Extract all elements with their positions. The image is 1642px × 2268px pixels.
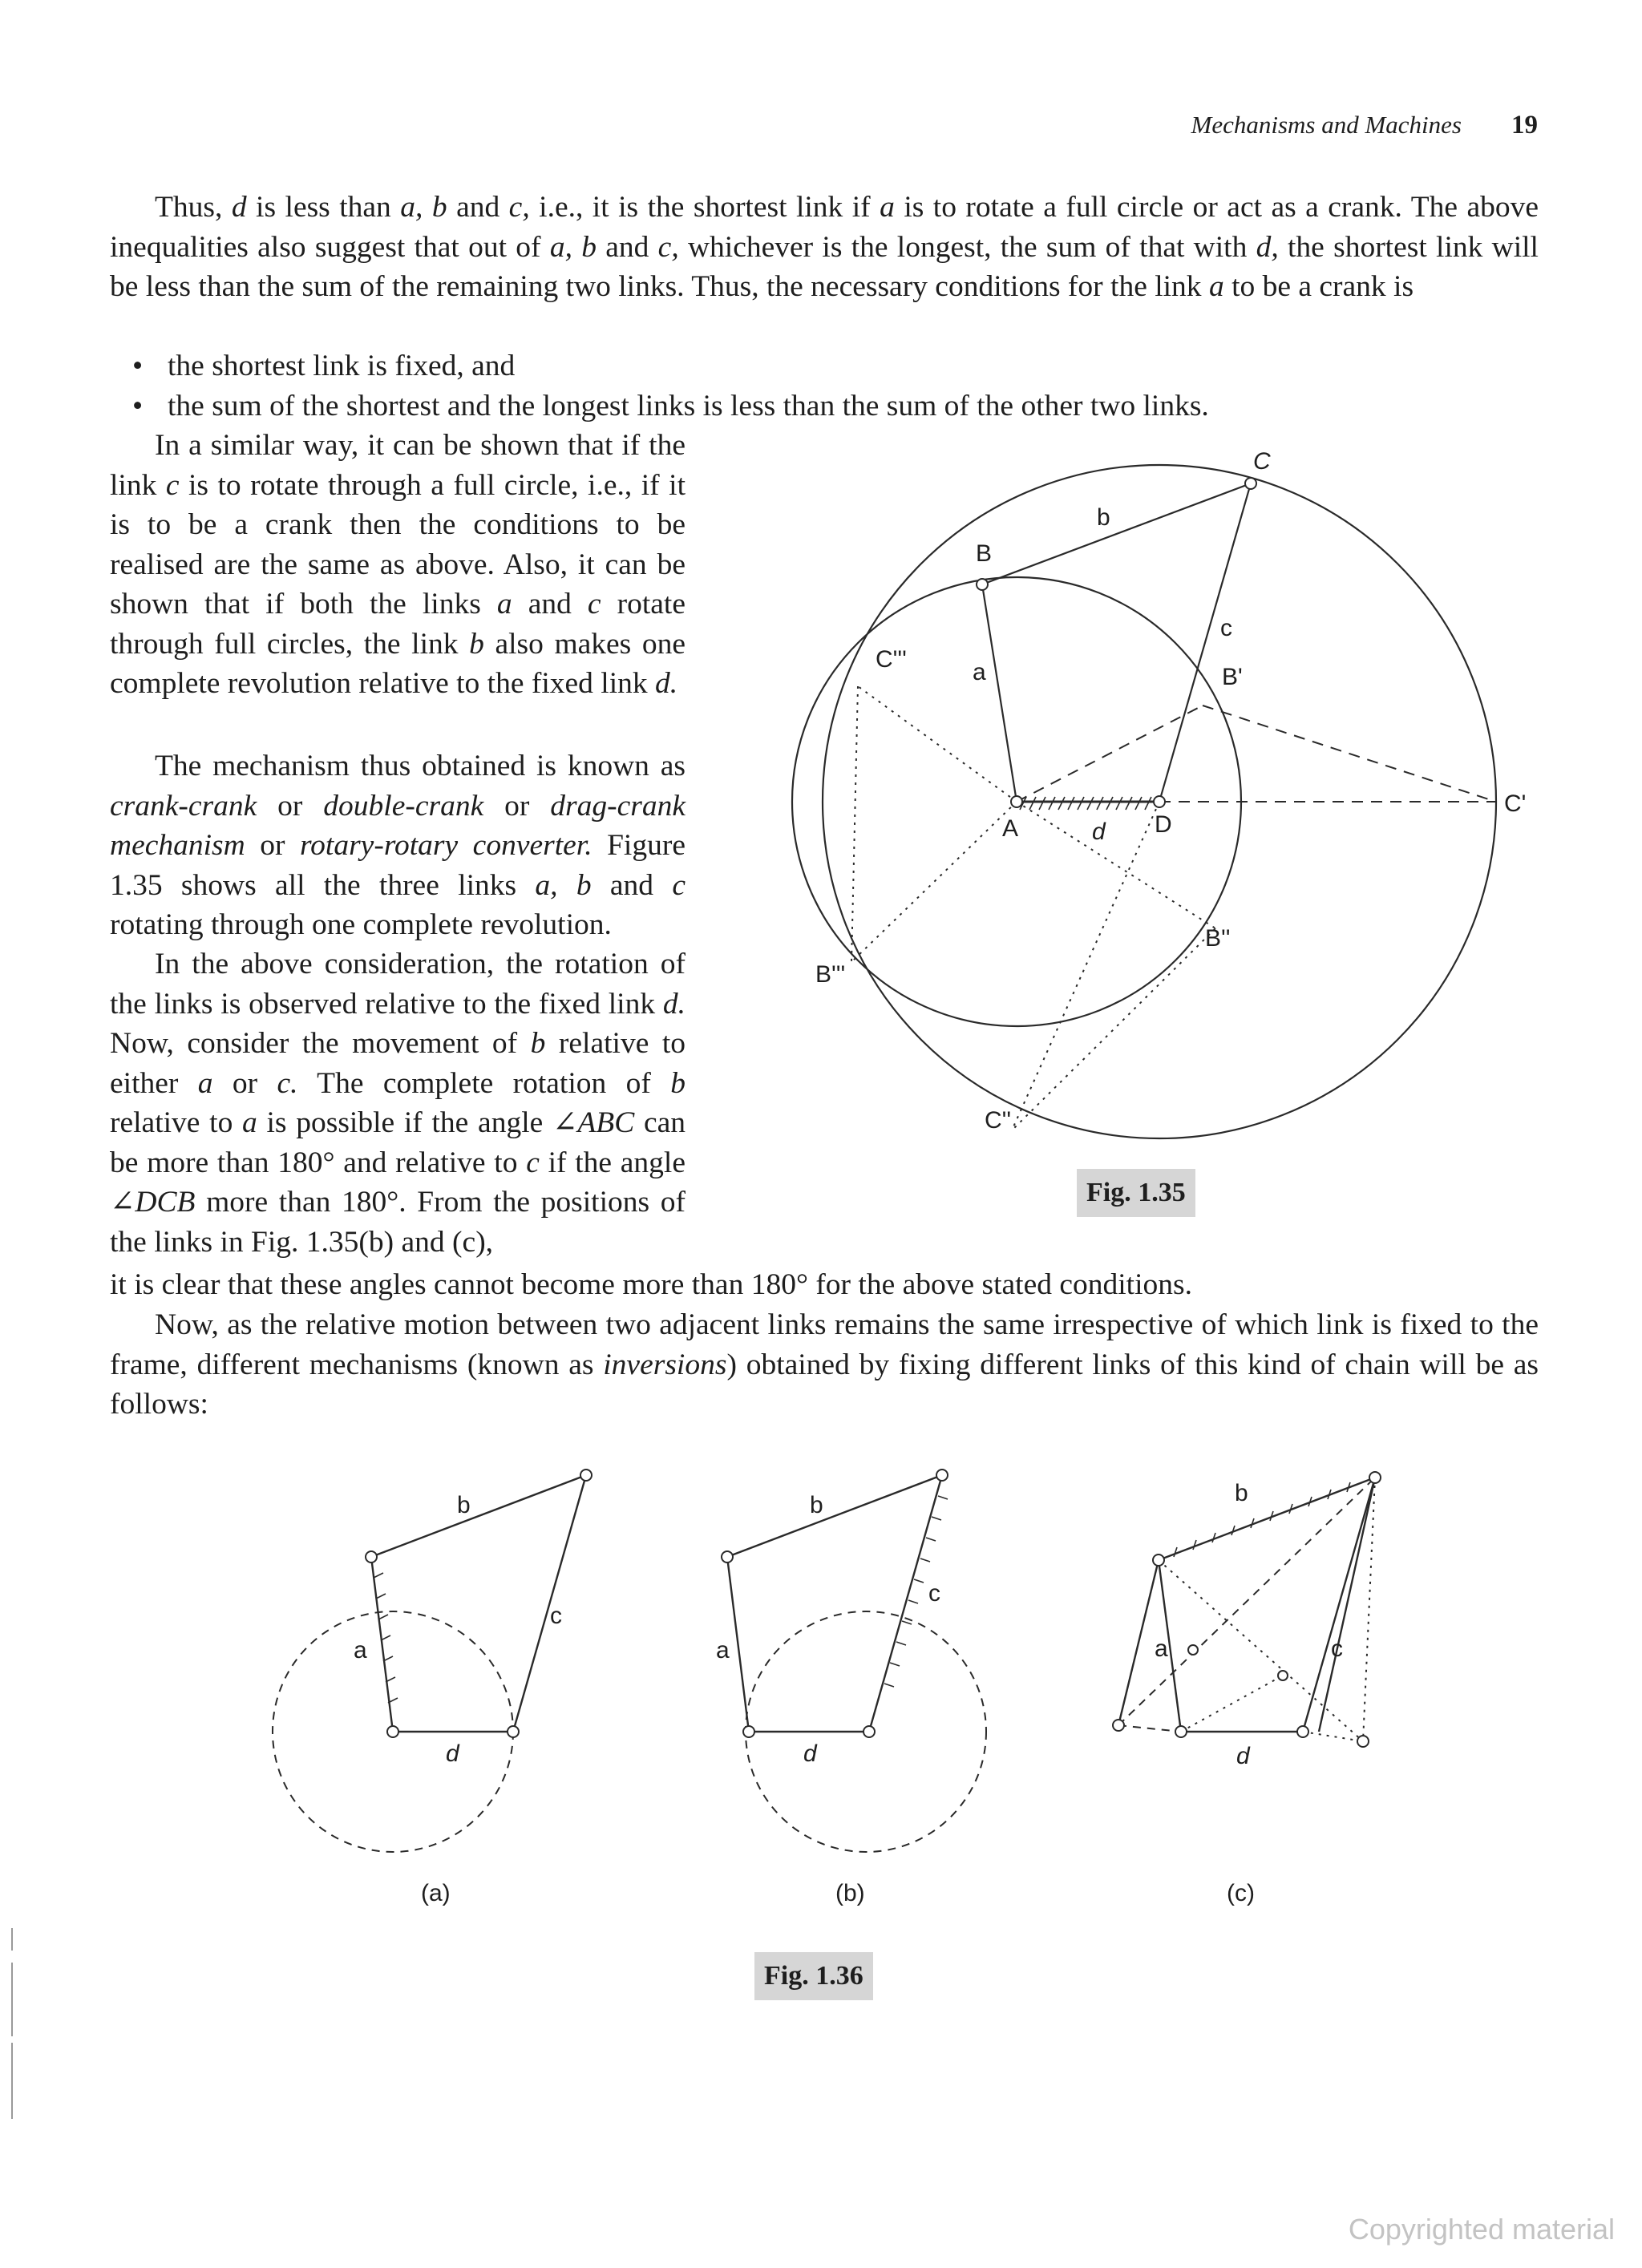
panel-c-label-c: c [1331,1635,1343,1662]
panel-c-label-a: a [1155,1635,1168,1662]
label-B1: B' [1222,664,1243,690]
link-b [982,483,1251,584]
label-B2: B'' [1205,925,1231,952]
fig-1-35-caption: Fig. 1.35 [1077,1169,1195,1217]
paragraph-5: it is clear that these angles cannot become more than 180° for the above stated conditions. [110,1268,1192,1301]
running-title: Mechanisms and Machines [1191,111,1462,139]
panel-b-label-b: b [810,1492,823,1518]
joint-A [1011,796,1022,807]
joint-C [1245,478,1256,489]
panel-c-drawing [1113,1472,1381,1769]
dotted-link-b2b [1012,802,1159,1130]
figure-1-35 [786,433,1555,1170]
label-A: A [1002,815,1019,842]
dashed-link-b1 [1017,705,1203,802]
paragraph-4: In the above consideration, the rotation of the links is observed relative to the fixed link d. Now, consider the movement of b relative to either a or c. The complete rotation of b relative to a is possible if the angle ∠ABC can be more than 180° and relative to c if the angle ∠DCB more than 180°. From the positions of the links in Fig. 1.35(b) and (c), [110,948,686,1259]
panel-a-drawing [273,1470,592,1852]
ground-hatch [1020,797,1151,810]
bullet-item-1 [110,346,1539,386]
dotted-link-c3c [851,802,1017,962]
bullet-dot: • [132,350,144,382]
margin-mark-3 [11,2043,13,2119]
panel-b-drawing [716,1470,986,1852]
panel-b-label-d: d [803,1740,817,1767]
link-c [1159,483,1251,802]
label-b: b [1097,504,1110,531]
panel-a-caption: (a) [421,1880,451,1906]
page-number: 19 [1511,111,1538,139]
panel-c-caption: (c) [1227,1880,1255,1906]
dashed-link-c1 [1203,705,1496,802]
margin-mark-1 [11,1928,13,1951]
margin-mark-2 [11,1963,13,2036]
dotted-link-b2c [1012,928,1215,1130]
dotted-link-c3b [851,686,858,962]
copyright-watermark: Copyrighted material [1348,2213,1615,2246]
paragraph-2: In a similar way, it can be shown that if the link c is to rotate through a full circle, i.e., if it is to be a crank then the conditions to be realised are the same as above. Also, it can be shown that if both the links a and c rotate through full circles, the link b also makes one complete revolution relative to the fixed link d. [110,429,686,700]
label-C: C [1253,448,1271,475]
label-c: c [1220,615,1232,641]
label-d: d [1092,819,1106,845]
bullet-text: the sum of the shortest and the longest links is less than the sum of the other two links. [168,389,1209,422]
bullet-list [110,346,1539,426]
link-a [982,584,1017,802]
label-C2: C'' [985,1107,1012,1134]
panel-a-label-c: c [550,1603,562,1629]
label-D: D [1155,811,1172,838]
panel-b-label-c: c [928,1580,940,1607]
paragraph-3: The mechanism thus obtained is known as crank-crank or double-crank or drag-crank mechanism or rotary-rotary converter. Figure 1.35 shows all the three links a, b and c rotating through one complete revolution. [110,750,686,941]
bullet-dot: • [132,389,144,422]
fig-1-36-caption: Fig. 1.36 [754,1952,873,2000]
panel-a-label-a: a [354,1637,367,1664]
dotted-link-c3a [858,686,1017,802]
joint-D [1154,796,1165,807]
dotted-link-b2a [1017,802,1215,928]
panel-b-caption: (b) [835,1880,865,1906]
label-a: a [973,659,986,685]
label-C1: C' [1504,790,1527,817]
panel-a-label-b: b [457,1492,471,1518]
panel-b-label-a: a [716,1637,730,1664]
label-B: B [976,540,993,567]
paragraph-6: Now, as the relative motion between two adjacent links remains the same irrespective of which link is fixed to the frame, different mechanisms (known as inversions) obtained by fixing different links of this kind of chain will be as follows: [110,1308,1539,1421]
label-C3: C''' [876,646,907,673]
running-header [1191,111,1539,140]
panel-c-label-d: d [1236,1743,1250,1769]
joint-B [977,579,988,590]
panel-a-label-d: d [446,1740,459,1767]
bullet-item-2 [110,386,1539,427]
paragraph-1: Thus, d is less than a, b and c, i.e., it is the shortest link if a is to rotate a full circle or act as a crank. The above inequalities also suggest that out of a, b and c, whichever is the longest, the sum of that with d, the shortest link will be less than the sum of the remaining two links. Thus, the necessary conditions for the link a to be a crank is [110,191,1539,303]
panel-c-label-b: b [1235,1480,1248,1506]
bullet-text: the shortest link is fixed, and [168,350,516,382]
label-B3: B''' [815,961,846,988]
figure-1-36 [257,1447,1411,1896]
